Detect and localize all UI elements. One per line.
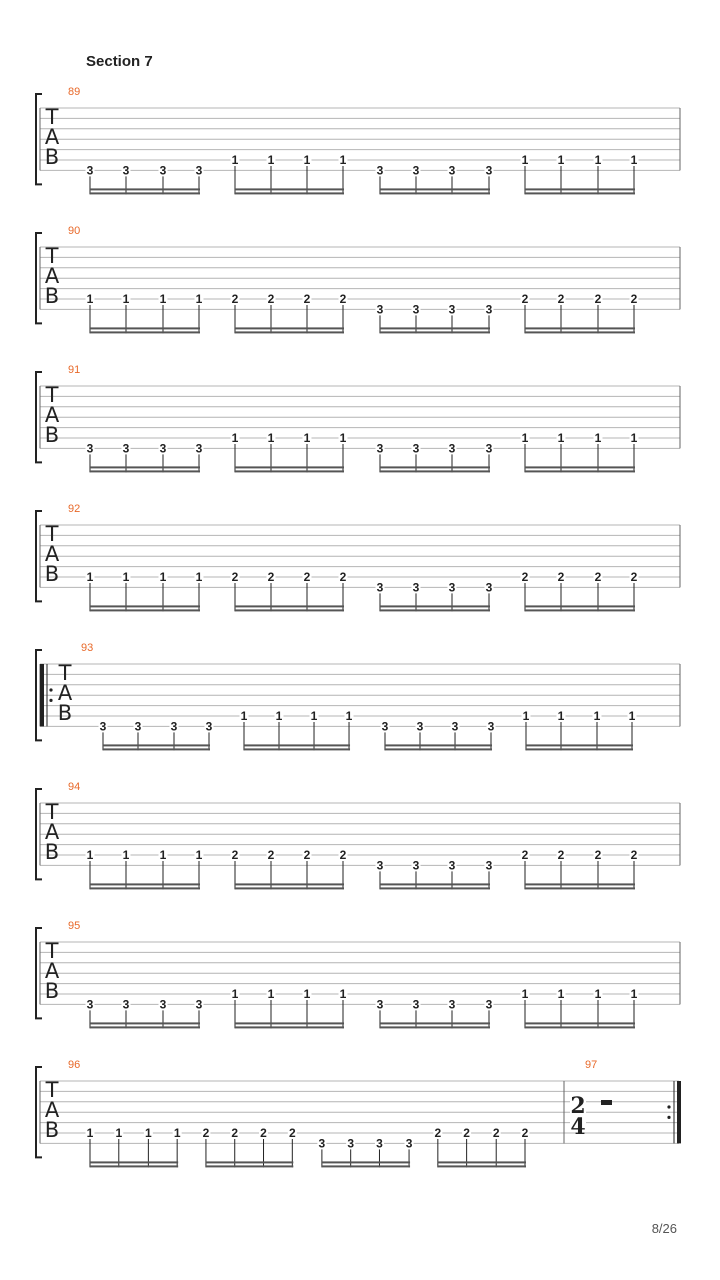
- fret-number: 2: [557, 848, 565, 862]
- beam: [90, 605, 200, 607]
- beam: [103, 744, 210, 746]
- fret-number: 3: [448, 997, 456, 1012]
- fret-number: 3: [416, 719, 424, 734]
- beam: [90, 327, 200, 329]
- fret-number: 3: [376, 858, 384, 873]
- tab-clef-letter: A: [44, 542, 60, 566]
- beam: [206, 1165, 293, 1167]
- time-signature-bottom: 4: [570, 1114, 586, 1140]
- beam: [525, 883, 635, 885]
- fret-number: 1: [303, 987, 311, 1001]
- beam: [244, 744, 350, 746]
- beam: [380, 605, 490, 607]
- beam: [90, 470, 200, 472]
- beam: [103, 748, 210, 750]
- fret-number: 1: [521, 987, 529, 1001]
- fret-number: 3: [159, 163, 167, 178]
- beam: [385, 744, 492, 746]
- fret-number: 1: [303, 153, 311, 167]
- beam: [235, 466, 344, 468]
- measure-number: 90: [68, 225, 81, 237]
- fret-number: 1: [557, 709, 565, 723]
- fret-number: 3: [448, 858, 456, 873]
- tab-clef-letter: A: [44, 959, 60, 983]
- fret-number: 3: [448, 302, 456, 317]
- fret-number: 3: [86, 441, 94, 456]
- fret-number: 1: [594, 431, 602, 445]
- tab-clef-letter: B: [44, 1118, 60, 1142]
- measure-number: 92: [68, 503, 81, 515]
- fret-number: 2: [492, 1126, 500, 1140]
- tab-clef-letter: T: [45, 105, 59, 129]
- fret-number: 1: [557, 987, 565, 1001]
- fret-number: 2: [594, 292, 602, 306]
- beam: [235, 605, 344, 607]
- fret-number: 3: [485, 441, 493, 456]
- fret-number: 1: [557, 153, 565, 167]
- tab-clef-letter: B: [44, 284, 60, 308]
- fret-number: 2: [630, 848, 638, 862]
- fret-number: 3: [485, 302, 493, 317]
- tab-clef-letter: A: [44, 125, 60, 149]
- fret-number: 2: [557, 570, 565, 584]
- fret-number: 2: [288, 1126, 296, 1140]
- tab-clef-letter: T: [58, 661, 72, 685]
- fret-number: 1: [267, 153, 275, 167]
- fret-number: 2: [434, 1126, 442, 1140]
- fret-number: 1: [594, 987, 602, 1001]
- section-title: Section 7: [86, 53, 153, 70]
- beam: [525, 331, 635, 333]
- fret-number: 2: [463, 1126, 470, 1140]
- beam: [525, 605, 635, 607]
- measure-number: 89: [68, 86, 81, 98]
- fret-number: 1: [115, 1126, 123, 1140]
- fret-number: 1: [145, 1126, 152, 1140]
- fret-number: 1: [522, 709, 530, 723]
- fret-number: 2: [339, 292, 347, 306]
- fret-number: 1: [267, 987, 275, 1001]
- fret-number: 1: [122, 570, 130, 584]
- fret-number: 1: [86, 570, 94, 584]
- fret-number: 3: [485, 997, 493, 1012]
- fret-number: 1: [630, 987, 638, 1001]
- beam: [380, 470, 490, 472]
- beam: [90, 1022, 200, 1024]
- tab-clef-letter: T: [45, 522, 59, 546]
- beam: [90, 331, 200, 333]
- beam: [438, 1165, 526, 1167]
- measure-number: 97: [585, 1059, 598, 1071]
- beam: [525, 192, 635, 194]
- fret-number: 3: [195, 441, 203, 456]
- beam: [380, 1026, 490, 1028]
- fret-number: 3: [412, 580, 420, 595]
- fret-number: 2: [339, 570, 347, 584]
- tab-clef-letter: B: [44, 562, 60, 586]
- measure-number: 95: [68, 920, 81, 932]
- fret-number: 2: [521, 1126, 529, 1140]
- beam: [235, 1026, 344, 1028]
- fret-number: 1: [521, 153, 529, 167]
- beam: [244, 748, 350, 750]
- fret-number: 3: [412, 441, 420, 456]
- measure-number: 91: [68, 364, 81, 376]
- beam: [90, 887, 200, 889]
- fret-number: 3: [448, 163, 456, 178]
- fret-number: 1: [339, 431, 347, 445]
- beam: [235, 609, 344, 611]
- fret-number: 3: [195, 997, 203, 1012]
- fret-number: 3: [205, 719, 213, 734]
- beam: [438, 1161, 526, 1163]
- fret-number: 1: [593, 709, 601, 723]
- fret-number: 1: [240, 709, 248, 723]
- fret-number: 3: [376, 997, 384, 1012]
- beam: [90, 1165, 178, 1167]
- beam: [90, 1026, 200, 1028]
- fret-number: 3: [318, 1136, 326, 1151]
- fret-number: 1: [231, 153, 239, 167]
- fret-number: 2: [630, 292, 638, 306]
- measure-number: 93: [81, 642, 94, 654]
- fret-number: 3: [485, 858, 493, 873]
- fret-number: 1: [345, 709, 353, 723]
- beam: [90, 1161, 178, 1163]
- fret-number: 2: [231, 1126, 239, 1140]
- fret-number: 2: [339, 848, 347, 862]
- beam: [235, 883, 344, 885]
- beam: [525, 470, 635, 472]
- beam: [380, 1022, 490, 1024]
- fret-number: 3: [376, 302, 384, 317]
- tab-clef-letter: T: [45, 1078, 59, 1102]
- fret-number: 1: [310, 709, 318, 723]
- beam: [235, 1022, 344, 1024]
- fret-number: 2: [594, 848, 602, 862]
- fret-number: 1: [173, 1126, 181, 1140]
- tab-clef-letter: A: [57, 681, 73, 705]
- beam: [206, 1161, 293, 1163]
- fret-number: 3: [376, 441, 384, 456]
- fret-number: 1: [231, 431, 239, 445]
- repeat-dot: [49, 699, 52, 702]
- fret-number: 2: [267, 292, 275, 306]
- fret-number: 3: [86, 163, 94, 178]
- fret-number: 1: [159, 570, 167, 584]
- fret-number: 1: [339, 153, 347, 167]
- fret-number: 3: [448, 580, 456, 595]
- fret-number: 2: [521, 292, 529, 306]
- fret-number: 3: [134, 719, 142, 734]
- beam: [235, 470, 344, 472]
- fret-number: 2: [202, 1126, 210, 1140]
- beam: [525, 327, 635, 329]
- fret-number: 3: [448, 441, 456, 456]
- repeat-dot: [667, 1105, 670, 1108]
- fret-number: 3: [122, 997, 130, 1012]
- fret-number: 1: [630, 431, 638, 445]
- repeat-dot: [49, 688, 52, 691]
- beam: [380, 609, 490, 611]
- fret-number: 1: [267, 431, 275, 445]
- fret-number: 1: [594, 153, 602, 167]
- measure-number: 94: [68, 781, 81, 793]
- fret-number: 2: [557, 292, 565, 306]
- fret-number: 3: [412, 302, 420, 317]
- beam: [90, 188, 200, 190]
- fret-number: 3: [195, 163, 203, 178]
- fret-number: 3: [159, 441, 167, 456]
- fret-number: 1: [231, 987, 239, 1001]
- measure-number: 96: [68, 1059, 81, 1071]
- fret-number: 1: [86, 848, 94, 862]
- beam: [235, 327, 344, 329]
- fret-number: 2: [267, 570, 275, 584]
- fret-number: 3: [381, 719, 389, 734]
- fret-number: 2: [630, 570, 638, 584]
- beam: [235, 331, 344, 333]
- fret-number: 2: [521, 570, 529, 584]
- fret-number: 1: [339, 987, 347, 1001]
- beam: [322, 1161, 410, 1163]
- tab-clef-letter: A: [44, 1098, 60, 1122]
- fret-number: 3: [412, 997, 420, 1012]
- tab-clef-letter: T: [45, 939, 59, 963]
- fret-number: 1: [521, 431, 529, 445]
- beam: [385, 748, 492, 750]
- fret-number: 2: [260, 1126, 267, 1140]
- fret-number: 3: [376, 1136, 383, 1151]
- beam: [526, 748, 633, 750]
- tab-clef-letter: B: [44, 145, 60, 169]
- beam: [525, 887, 635, 889]
- tab-clef-letter: B: [44, 840, 60, 864]
- fret-number: 1: [195, 570, 203, 584]
- fret-number: 1: [159, 848, 167, 862]
- fret-number: 3: [122, 441, 130, 456]
- tab-clef-letter: B: [44, 423, 60, 447]
- fret-number: 1: [195, 848, 203, 862]
- fret-number: 3: [485, 163, 493, 178]
- fret-number: 3: [170, 719, 178, 734]
- fret-number: 3: [412, 858, 420, 873]
- fret-number: 1: [275, 709, 283, 723]
- beam: [90, 192, 200, 194]
- tab-clef-letter: B: [44, 979, 60, 1003]
- fret-number: 3: [159, 997, 167, 1012]
- fret-number: 1: [122, 848, 130, 862]
- fret-number: 2: [231, 848, 239, 862]
- beam: [90, 609, 200, 611]
- tab-clef-letter: A: [44, 820, 60, 844]
- beam: [526, 744, 633, 746]
- fret-number: 3: [122, 163, 130, 178]
- beam: [322, 1165, 410, 1167]
- fret-number: 3: [451, 719, 459, 734]
- half-rest: [601, 1100, 612, 1105]
- fret-number: 1: [630, 153, 638, 167]
- tab-clef-letter: T: [45, 244, 59, 268]
- beam: [525, 1026, 635, 1028]
- fret-number: 2: [231, 570, 239, 584]
- beam: [380, 327, 490, 329]
- beam: [235, 188, 344, 190]
- fret-number: 3: [376, 580, 384, 595]
- beam: [235, 887, 344, 889]
- fret-number: 2: [303, 570, 311, 584]
- tab-clef-letter: T: [45, 800, 59, 824]
- tab-clef-letter: T: [45, 383, 59, 407]
- fret-number: 3: [405, 1136, 413, 1151]
- beam: [380, 192, 490, 194]
- fret-number: 3: [376, 163, 384, 178]
- beam: [525, 1022, 635, 1024]
- fret-number: 1: [122, 292, 130, 306]
- beam: [90, 883, 200, 885]
- repeat-dot: [667, 1116, 670, 1119]
- fret-number: 3: [485, 580, 493, 595]
- beam: [380, 331, 490, 333]
- fret-number: 1: [159, 292, 167, 306]
- time-signature-top: 2: [570, 1093, 586, 1119]
- fret-number: 2: [303, 292, 311, 306]
- tab-clef-letter: B: [57, 701, 73, 725]
- fret-number: 3: [99, 719, 107, 734]
- fret-number: 1: [557, 431, 565, 445]
- repeat-end-thick-bar: [677, 1081, 681, 1143]
- beam: [235, 192, 344, 194]
- page-number: 8/26: [651, 1221, 677, 1236]
- beam: [525, 466, 635, 468]
- beam: [380, 883, 490, 885]
- fret-number: 2: [303, 848, 311, 862]
- fret-number: 3: [347, 1136, 355, 1151]
- fret-number: 3: [86, 997, 94, 1012]
- fret-number: 2: [231, 292, 239, 306]
- fret-number: 1: [86, 1126, 94, 1140]
- tab-clef-letter: A: [44, 264, 60, 288]
- fret-number: 3: [487, 719, 495, 734]
- fret-number: 1: [195, 292, 203, 306]
- fret-number: 1: [86, 292, 94, 306]
- repeat-start-thick-bar: [40, 664, 44, 726]
- tab-clef-letter: A: [44, 403, 60, 427]
- fret-number: 1: [303, 431, 311, 445]
- beam: [380, 188, 490, 190]
- fret-number: 2: [521, 848, 529, 862]
- fret-number: 2: [267, 848, 275, 862]
- beam: [525, 188, 635, 190]
- fret-number: 3: [412, 163, 420, 178]
- beam: [525, 609, 635, 611]
- fret-number: 1: [628, 709, 636, 723]
- beam: [380, 466, 490, 468]
- beam: [380, 887, 490, 889]
- fret-number: 2: [594, 570, 602, 584]
- beam: [90, 466, 200, 468]
